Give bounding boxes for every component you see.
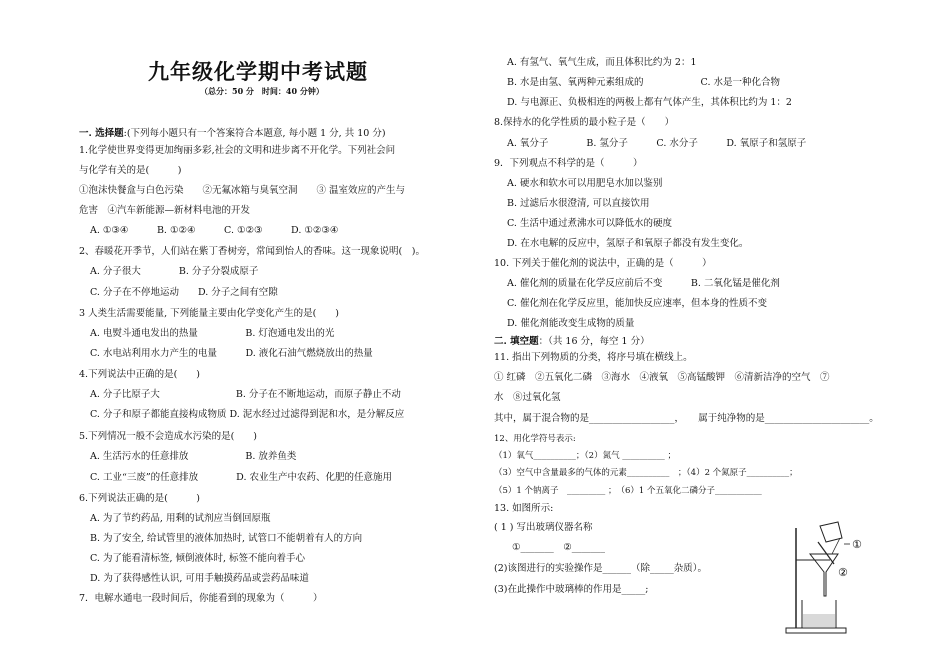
q8-options: A. 氧分子 B. 氢分子 C. 水分子 D. 氧原子和氢原子 <box>507 138 807 149</box>
q5-stem: 5.下列情况一般不会造成水污染的是( ) <box>79 431 257 442</box>
q7-option-d: D. 与电源正、负极相连的两极上都有气体产生，其体积比约为 1：2 <box>507 97 792 108</box>
q4-options-ab: A. 分子比原子大 B. 分子在不断地运动，而原子静止不动 <box>90 389 401 400</box>
q9-option-d: D. 在水电解的反应中，氢原子和氧原子都没有发生变化。 <box>507 238 749 249</box>
filtration-apparatus-figure <box>780 518 870 652</box>
q9-option-c: C. 生活中通过煮沸水可以降低水的硬度 <box>507 218 672 229</box>
q4-options-cd: C. 分子和原子都能直接构成物质 D. 泥水经过过滤得到泥和水，是分解反应 <box>90 409 405 420</box>
q6-option-c: C. 为了能看清标签, 倾倒液体时, 标签不能向着手心 <box>90 553 306 564</box>
q2-options-ab: A. 分子很大 B. 分子分裂成原子 <box>90 266 259 277</box>
exam-subtitle: （总分：50 分 时间：40 分钟） <box>200 86 324 96</box>
q12-line-1: （1）氧气__________；（2）氮气 __________ ； <box>494 451 676 461</box>
q10-option-d: D. 催化剂能改变生成物的质量 <box>507 318 635 329</box>
section1-rest: :(下列每小题只有一个答案符合本题意, 每小题 1 分, 共 10 分) <box>123 128 386 139</box>
q10-option-c: C. 催化剂在化学反应里，能加快反应速率，但本身的性质不变 <box>507 298 767 309</box>
q6-option-a: A. 为了节约药品, 用剩的试剂应当倒回原瓶 <box>90 513 271 524</box>
q3-options-ab: A. 电熨斗通电发出的热量 B. 灯泡通电发出的光 <box>90 328 335 339</box>
q13-part-2: (2)该图进行的实验操作是______（除_____杂质）。 <box>494 563 707 574</box>
section2-head: 二. 填空题 <box>494 336 539 347</box>
section1-head: 一. 选择题 <box>79 128 124 139</box>
q6-stem: 6.下列说法正确的是( ) <box>79 493 200 504</box>
beaker-liquid <box>803 614 835 627</box>
stand-base <box>786 628 846 633</box>
q9-option-a: A. 硬水和软水可以用肥皂水加以鉴别 <box>507 178 663 189</box>
filtration-diagram-svg <box>780 518 870 648</box>
q1-line-1: 1.化学使世界变得更加绚丽多彩,社会的文明和进步离不开化学。下列社会问 <box>79 145 396 156</box>
q9-stem: 9．下列观点不科学的是（ ） <box>494 158 643 169</box>
q13-stem: 13. 如图所示: <box>494 503 554 514</box>
q12-line-2: （3）空气中含量最多的气体的元素__________ ；（4）2 个氮原子__________； <box>494 468 798 478</box>
q6-option-d: D. 为了获得感性认识, 可用手触摸药品或尝药品味道 <box>90 573 309 584</box>
exam-title: 九年级化学期中考试题 <box>148 60 368 84</box>
q1-line-4: 危害 ④汽车新能源—新材料电池的开发 <box>79 205 251 216</box>
q6-option-b: B. 为了安全, 给试管里的液体加热时, 试管口不能朝着有人的方向 <box>90 533 363 544</box>
q1-line-3: ①泡沫快餐盒与白色污染 ②无氟冰箱与臭氧空洞 ③ 温室效应的产生与 <box>79 185 406 196</box>
q7-stem: 7．电解水通电一段时间后，你能看到的现象为（ ） <box>79 593 323 604</box>
q3-options-cd: C. 水电站利用水力产生的电量 D. 液化石油气燃烧放出的热量 <box>90 348 373 359</box>
fig-label-2: ② <box>838 566 848 579</box>
q5-options-cd: C. 工业“三废”的任意排放 D. 农业生产中农药、化肥的任意施用 <box>90 472 393 483</box>
q9-option-b: B. 过滤后水很澄清, 可以直接饮用 <box>507 198 650 209</box>
q12-stem: 12、用化学符号表示: <box>494 434 576 444</box>
q11-answer-line: 其中，属于混合物的是__________________， 属于纯净物的是______________________。 <box>494 413 879 424</box>
q13-blanks: ①_______ ②_______ <box>512 542 606 553</box>
fig-label-1: ① <box>852 538 862 551</box>
q2-stem: 2、春暖花开季节，人们站在紫丁香树旁，常闻到怡人的香味。这一现象说明( )。 <box>79 246 425 257</box>
q10-options-ab: A. 催化剂的质量在化学反应前后不变 B. 二氧化锰是催化剂 <box>507 278 780 289</box>
q10-stem: 10. 下列关于催化剂的说法中，正确的是（ ） <box>494 258 712 269</box>
q1-options: A. ①③④ B. ①②④ C. ①②③ D. ①②③④ <box>90 225 339 236</box>
q2-options-cd: C. 分子在不停地运动 D. 分子之间有空隙 <box>90 287 278 298</box>
pouring-beaker <box>820 522 842 542</box>
q7-option-a: A. 有氢气、氧气生成，而且体积比约为 2：1 <box>507 57 697 68</box>
q13-part-1: ( 1 ) 写出玻璃仪器名称 <box>494 522 593 533</box>
glass-rod <box>818 542 834 564</box>
q8-stem: 8.保持水的化学性质的最小粒子是（ ） <box>494 117 675 128</box>
section2-rest: ：（共 16 分，每空 1 分） <box>538 336 650 347</box>
q4-stem: 4.下列说法中正确的是( ) <box>79 369 200 380</box>
section1-header <box>79 128 386 140</box>
q5-options-ab: A. 生活污水的任意排放 B. 放养鱼类 <box>90 451 297 462</box>
q11-items-line-1: ① 红磷 ②五氧化二磷 ③海水 ④液氧 ⑤高锰酸钾 ⑥清新洁净的空气 ⑦ <box>494 372 830 383</box>
q7-options-bc: B. 水是由氢、氧两种元素组成的 C. 水是一种化合物 <box>507 77 780 88</box>
q11-items-line-2: 水 ⑧过氧化氢 <box>494 392 561 403</box>
section2-header <box>494 336 650 348</box>
q3-stem: 3 人类生活需要能量, 下列能量主要由化学变化产生的是( ) <box>79 308 340 319</box>
q13-part-3: (3)在此操作中玻璃棒的作用是_____; <box>494 584 649 595</box>
q1-line-2: 与化学有关的是( ) <box>79 165 182 176</box>
q11-stem: 11. 指出下列物质的分类，将序号填在横线上。 <box>494 352 693 363</box>
q12-line-3: （5）1 个钠离子 _________ ； （6）1 个五氧化二磷分子___________ <box>494 486 762 496</box>
